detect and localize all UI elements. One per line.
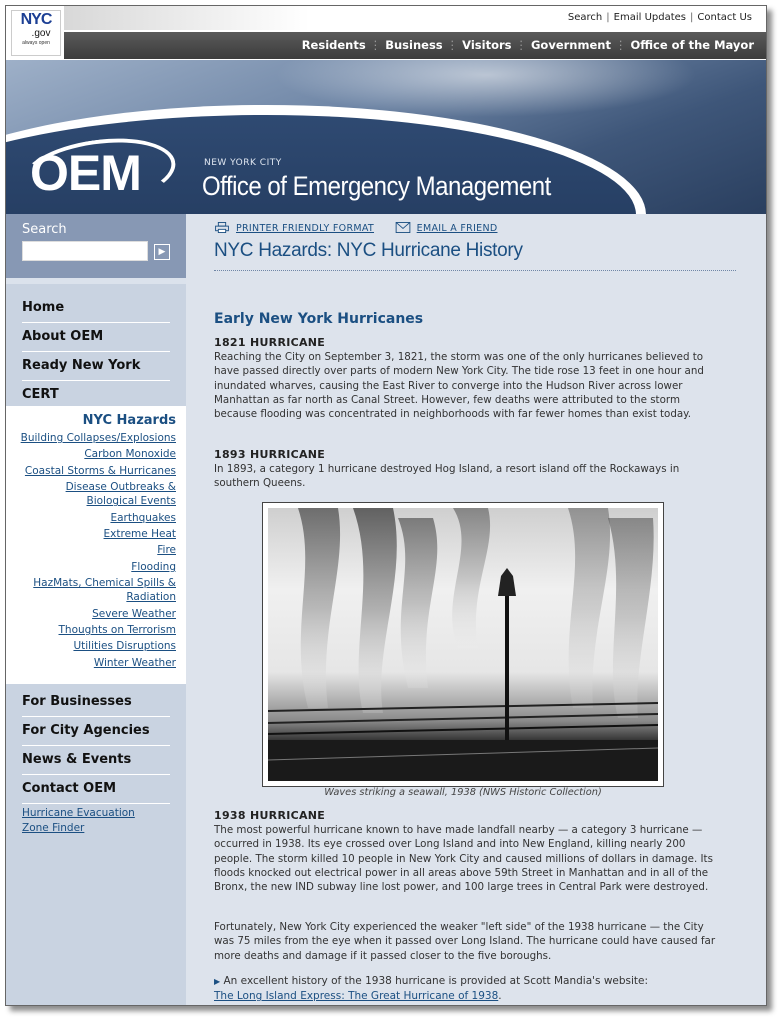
hazard-link[interactable]: Severe Weather bbox=[92, 607, 176, 620]
evac-link-line1[interactable]: Hurricane Evacuation bbox=[22, 807, 135, 819]
sidebar-item-home[interactable]: Home bbox=[22, 294, 170, 323]
sidebar-nav-bottom bbox=[6, 688, 186, 804]
hazard-link[interactable]: HazMats, Chemical Spills & Radiation bbox=[33, 576, 176, 604]
hazard-link[interactable]: Building Collapses/Explosions bbox=[20, 432, 176, 444]
utility-nav: Search | Email Updates | Contact Us bbox=[64, 6, 766, 30]
event-heading-1938: 1938 HURRICANE bbox=[214, 809, 326, 822]
evac-zone-finder[interactable] bbox=[6, 806, 186, 835]
event-text-1893: In 1893, a category 1 hurricane destroyed Hog Island, a resort island off the Rockaways in southern Queens. bbox=[214, 463, 680, 490]
sidebar-gap bbox=[6, 278, 186, 284]
bullet-arrow-icon: ▶ bbox=[214, 977, 221, 986]
hazard-link[interactable]: Earthquakes bbox=[110, 511, 176, 524]
search-go-button[interactable] bbox=[154, 244, 170, 260]
main-nav: Residents ⋮ Business ⋮ Visitors ⋮ Government ⋮ Office of the Mayor bbox=[64, 32, 766, 59]
long-island-express-link[interactable]: The Long Island Express: The Great Hurricane of 1938 bbox=[214, 990, 499, 1003]
sidebar-item-news-events[interactable]: News & Events bbox=[22, 746, 170, 775]
hazard-link[interactable]: Flooding bbox=[131, 560, 176, 573]
banner-title: Office of Emergency Management bbox=[202, 172, 551, 202]
utility-contact-link[interactable]: Contact Us bbox=[697, 12, 752, 23]
printer-friendly-link[interactable]: PRINTER FRIENDLY FORMAT bbox=[236, 223, 375, 234]
photo-image bbox=[268, 508, 658, 781]
main-content bbox=[186, 214, 766, 1006]
gov-logo-text: .gov bbox=[31, 28, 51, 39]
search-input[interactable] bbox=[22, 241, 148, 261]
hazard-link[interactable]: Extreme Heat bbox=[103, 528, 176, 540]
page-title: NYC Hazards: NYC Hurricane History bbox=[214, 240, 523, 261]
page-frame bbox=[5, 5, 767, 1006]
seawall-waves-illustration bbox=[268, 508, 658, 781]
oem-logo[interactable]: OEM bbox=[30, 145, 141, 201]
title-divider bbox=[214, 270, 736, 271]
hazard-link[interactable]: Utilities Disruptions bbox=[73, 640, 176, 653]
hazards-menu bbox=[6, 406, 186, 684]
nyc-gov-logo[interactable] bbox=[11, 10, 61, 56]
section-title: Early New York Hurricanes bbox=[214, 311, 424, 327]
sidebar-item-for-city-agencies[interactable]: For City Agencies bbox=[22, 717, 170, 746]
logo-tagline: always open bbox=[22, 40, 50, 46]
event-heading-1821: 1821 HURRICANE bbox=[214, 336, 326, 349]
page-tools bbox=[214, 222, 498, 234]
arrow-right-icon: ▶ bbox=[158, 247, 166, 257]
further-reading-intro: An excellent history of the 1938 hurricane is provided at Scott Mandia's website: bbox=[223, 975, 649, 987]
utility-email-updates-link[interactable]: Email Updates bbox=[613, 12, 686, 23]
oem-banner bbox=[6, 60, 766, 214]
search-label: Search bbox=[22, 222, 67, 237]
hazard-link[interactable]: Disease Outbreaks & Biological Events bbox=[65, 480, 176, 508]
banner-subtitle: NEW YORK CITY bbox=[204, 158, 282, 168]
further-reading-suffix: . bbox=[498, 990, 502, 1003]
sidebar-item-for-businesses[interactable]: For Businesses bbox=[22, 688, 170, 717]
sidebar bbox=[6, 214, 186, 1006]
hazard-link[interactable]: Winter Weather bbox=[93, 656, 176, 669]
nyc-logo-text: NYC bbox=[20, 11, 52, 28]
nav-government[interactable]: Government bbox=[530, 38, 611, 52]
nav-business[interactable]: Business bbox=[385, 38, 443, 52]
nav-residents[interactable]: Residents bbox=[301, 38, 366, 52]
nav-visitors[interactable]: Visitors bbox=[462, 38, 512, 52]
photo-caption: Waves striking a seawall, 1938 (NWS Historic Collection) bbox=[324, 787, 602, 798]
search-box bbox=[6, 214, 186, 278]
envelope-icon[interactable] bbox=[395, 222, 411, 233]
hazards-title[interactable]: NYC Hazards bbox=[82, 413, 176, 428]
nav-office-of-the-mayor[interactable]: Office of the Mayor bbox=[630, 38, 754, 52]
hazard-link[interactable]: Coastal Storms & Hurricanes bbox=[24, 464, 176, 477]
sidebar-item-contact-oem[interactable]: Contact OEM bbox=[22, 775, 170, 804]
evac-link-line2[interactable]: Zone Finder bbox=[22, 821, 85, 834]
top-bar bbox=[6, 6, 766, 60]
event-text-1938-followup: Fortunately, New York City experienced the weaker "left side" of the 1938 hurricane — the City was 75 miles from the eye when it passed over Long Island. The hurricane could have caused far more deaths and damage if it passed closer to the five boroughs. bbox=[214, 921, 716, 962]
event-text-1821: Reaching the City on September 3, 1821, the storm was one of the only hurricanes believed to have passed directly over parts of modern New York City. The tide rose 13 feet in one hour and inundated wharves, causing the East River to converge into the Hudson River across lower Manhattan as far north as Canal Street. However, few deaths were attributed to the storm because flooding was concentrated in neighborhoods with far fewer homes than exist today. bbox=[214, 351, 704, 421]
printer-icon[interactable] bbox=[214, 222, 230, 233]
sidebar-item-cert[interactable]: CERT bbox=[22, 387, 59, 402]
sidebar-item-ready-new-york[interactable]: Ready New York bbox=[22, 352, 170, 381]
sidebar-nav-top bbox=[6, 294, 186, 409]
email-friend-link[interactable]: EMAIL A FRIEND bbox=[416, 223, 498, 234]
utility-search-link[interactable]: Search bbox=[567, 12, 603, 23]
hurricane-photo bbox=[262, 502, 664, 787]
event-heading-1893: 1893 HURRICANE bbox=[214, 448, 326, 461]
hazard-link[interactable]: Thoughts on Terrorism bbox=[58, 624, 176, 636]
hazard-link[interactable]: Fire bbox=[157, 544, 176, 557]
event-text-1938: The most powerful hurricane known to have made landfall nearby — a category 3 hurricane — occurred in 1938. Its eye crossed over Long Island and into New England, killing nearly 200 people. The storm killed 10 people in New York City and caused millions of dollars in damage. Its floods knocked out electrical power in all areas above 59th Street in Manhattan and in all of the Bronx, the new IND subway line lost power, and 100 large trees in Central Park were destroyed. bbox=[214, 824, 713, 894]
sidebar-item-about-oem[interactable]: About OEM bbox=[22, 323, 170, 352]
hazard-link[interactable]: Carbon Monoxide bbox=[84, 448, 176, 461]
further-reading bbox=[214, 974, 719, 1004]
